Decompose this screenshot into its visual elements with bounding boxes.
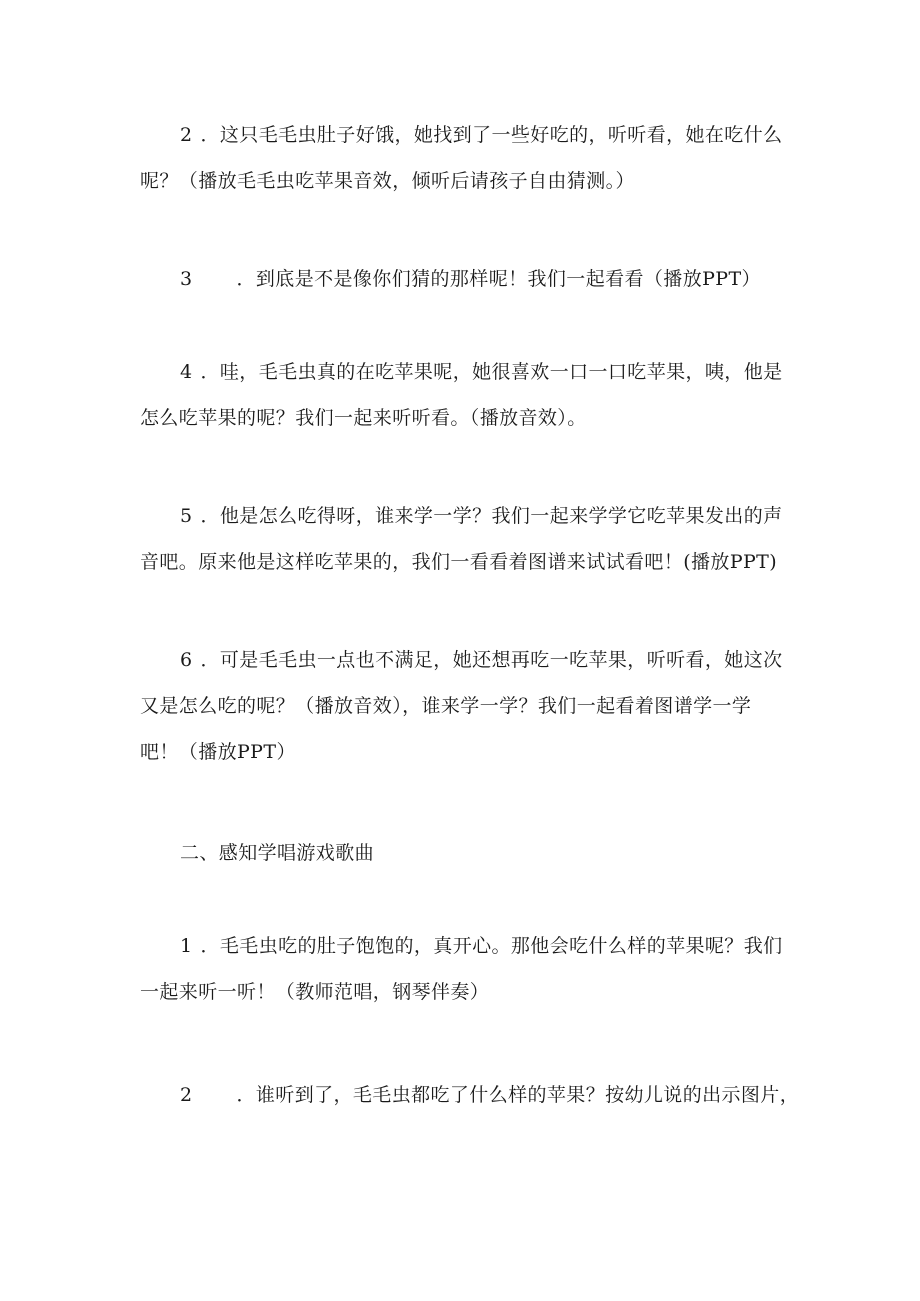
item-number: 3 [180, 268, 193, 290]
item-text-line: ．他是怎么吃得呀，谁来学一学？我们一起来学学它吃苹果发出的声 [200, 505, 783, 527]
list-item-6 [140, 637, 800, 775]
item-number: 6 [180, 649, 193, 671]
item-number: 4 [180, 361, 193, 383]
list-item-4 [140, 349, 800, 441]
item-text-line: ．谁听到了，毛毛虫都吃了什么样的苹果？按幼儿说的出示图片， [236, 1084, 800, 1106]
item-text-line: 又是怎么吃的呢？（播放音效），谁来学一学？我们一起看着图谱学一学 [140, 695, 752, 717]
item-text-line: ．哇，毛毛虫真的在吃苹果呢，她很喜欢一口一口吃苹果，咦，他是 [200, 361, 783, 383]
item-text-line: 呢？（播放毛毛虫吃苹果音效，倾听后请孩子自由猜测。） [140, 170, 635, 192]
item-text-line: 吧！（播放PPT） [140, 741, 296, 763]
item-text-line: 一起来听一听！（教师范唱，钢琴伴奏） [140, 981, 490, 1003]
item-number: 2 [180, 124, 193, 146]
item-number: 5 [180, 505, 193, 527]
item-text-line: 音吧。原来他是这样吃苹果的，我们一看看着图谱来试试看吧！(播放PPT) [140, 551, 778, 573]
item-text-line: ．这只毛毛虫肚子好饿，她找到了一些好吃的，听听看，她在吃什么 [200, 124, 783, 146]
list-item-3 [140, 256, 800, 302]
section-two-item-2 [140, 1072, 800, 1118]
item-text-line: ．可是毛毛虫一点也不满足，她还想再吃一吃苹果，听听看，她这次 [200, 649, 783, 671]
list-item-5 [140, 493, 800, 585]
section-heading: 二、感知学唱游戏歌曲 [180, 842, 375, 864]
item-text-line: 怎么吃苹果的呢？我们一起来听听看。（播放音效）。 [140, 407, 587, 429]
item-text-line: ．毛毛虫吃的肚子饱饱的，真开心。那他会吃什么样的苹果呢？我们 [200, 935, 783, 957]
item-text-line: ．到底是不是像你们猜的那样呢！我们一起看看（播放PPT） [236, 268, 761, 290]
item-number: 2 [180, 1084, 193, 1106]
item-number: 1 [180, 935, 193, 957]
section-two-item-1 [140, 923, 800, 1015]
list-item-2 [140, 112, 800, 204]
